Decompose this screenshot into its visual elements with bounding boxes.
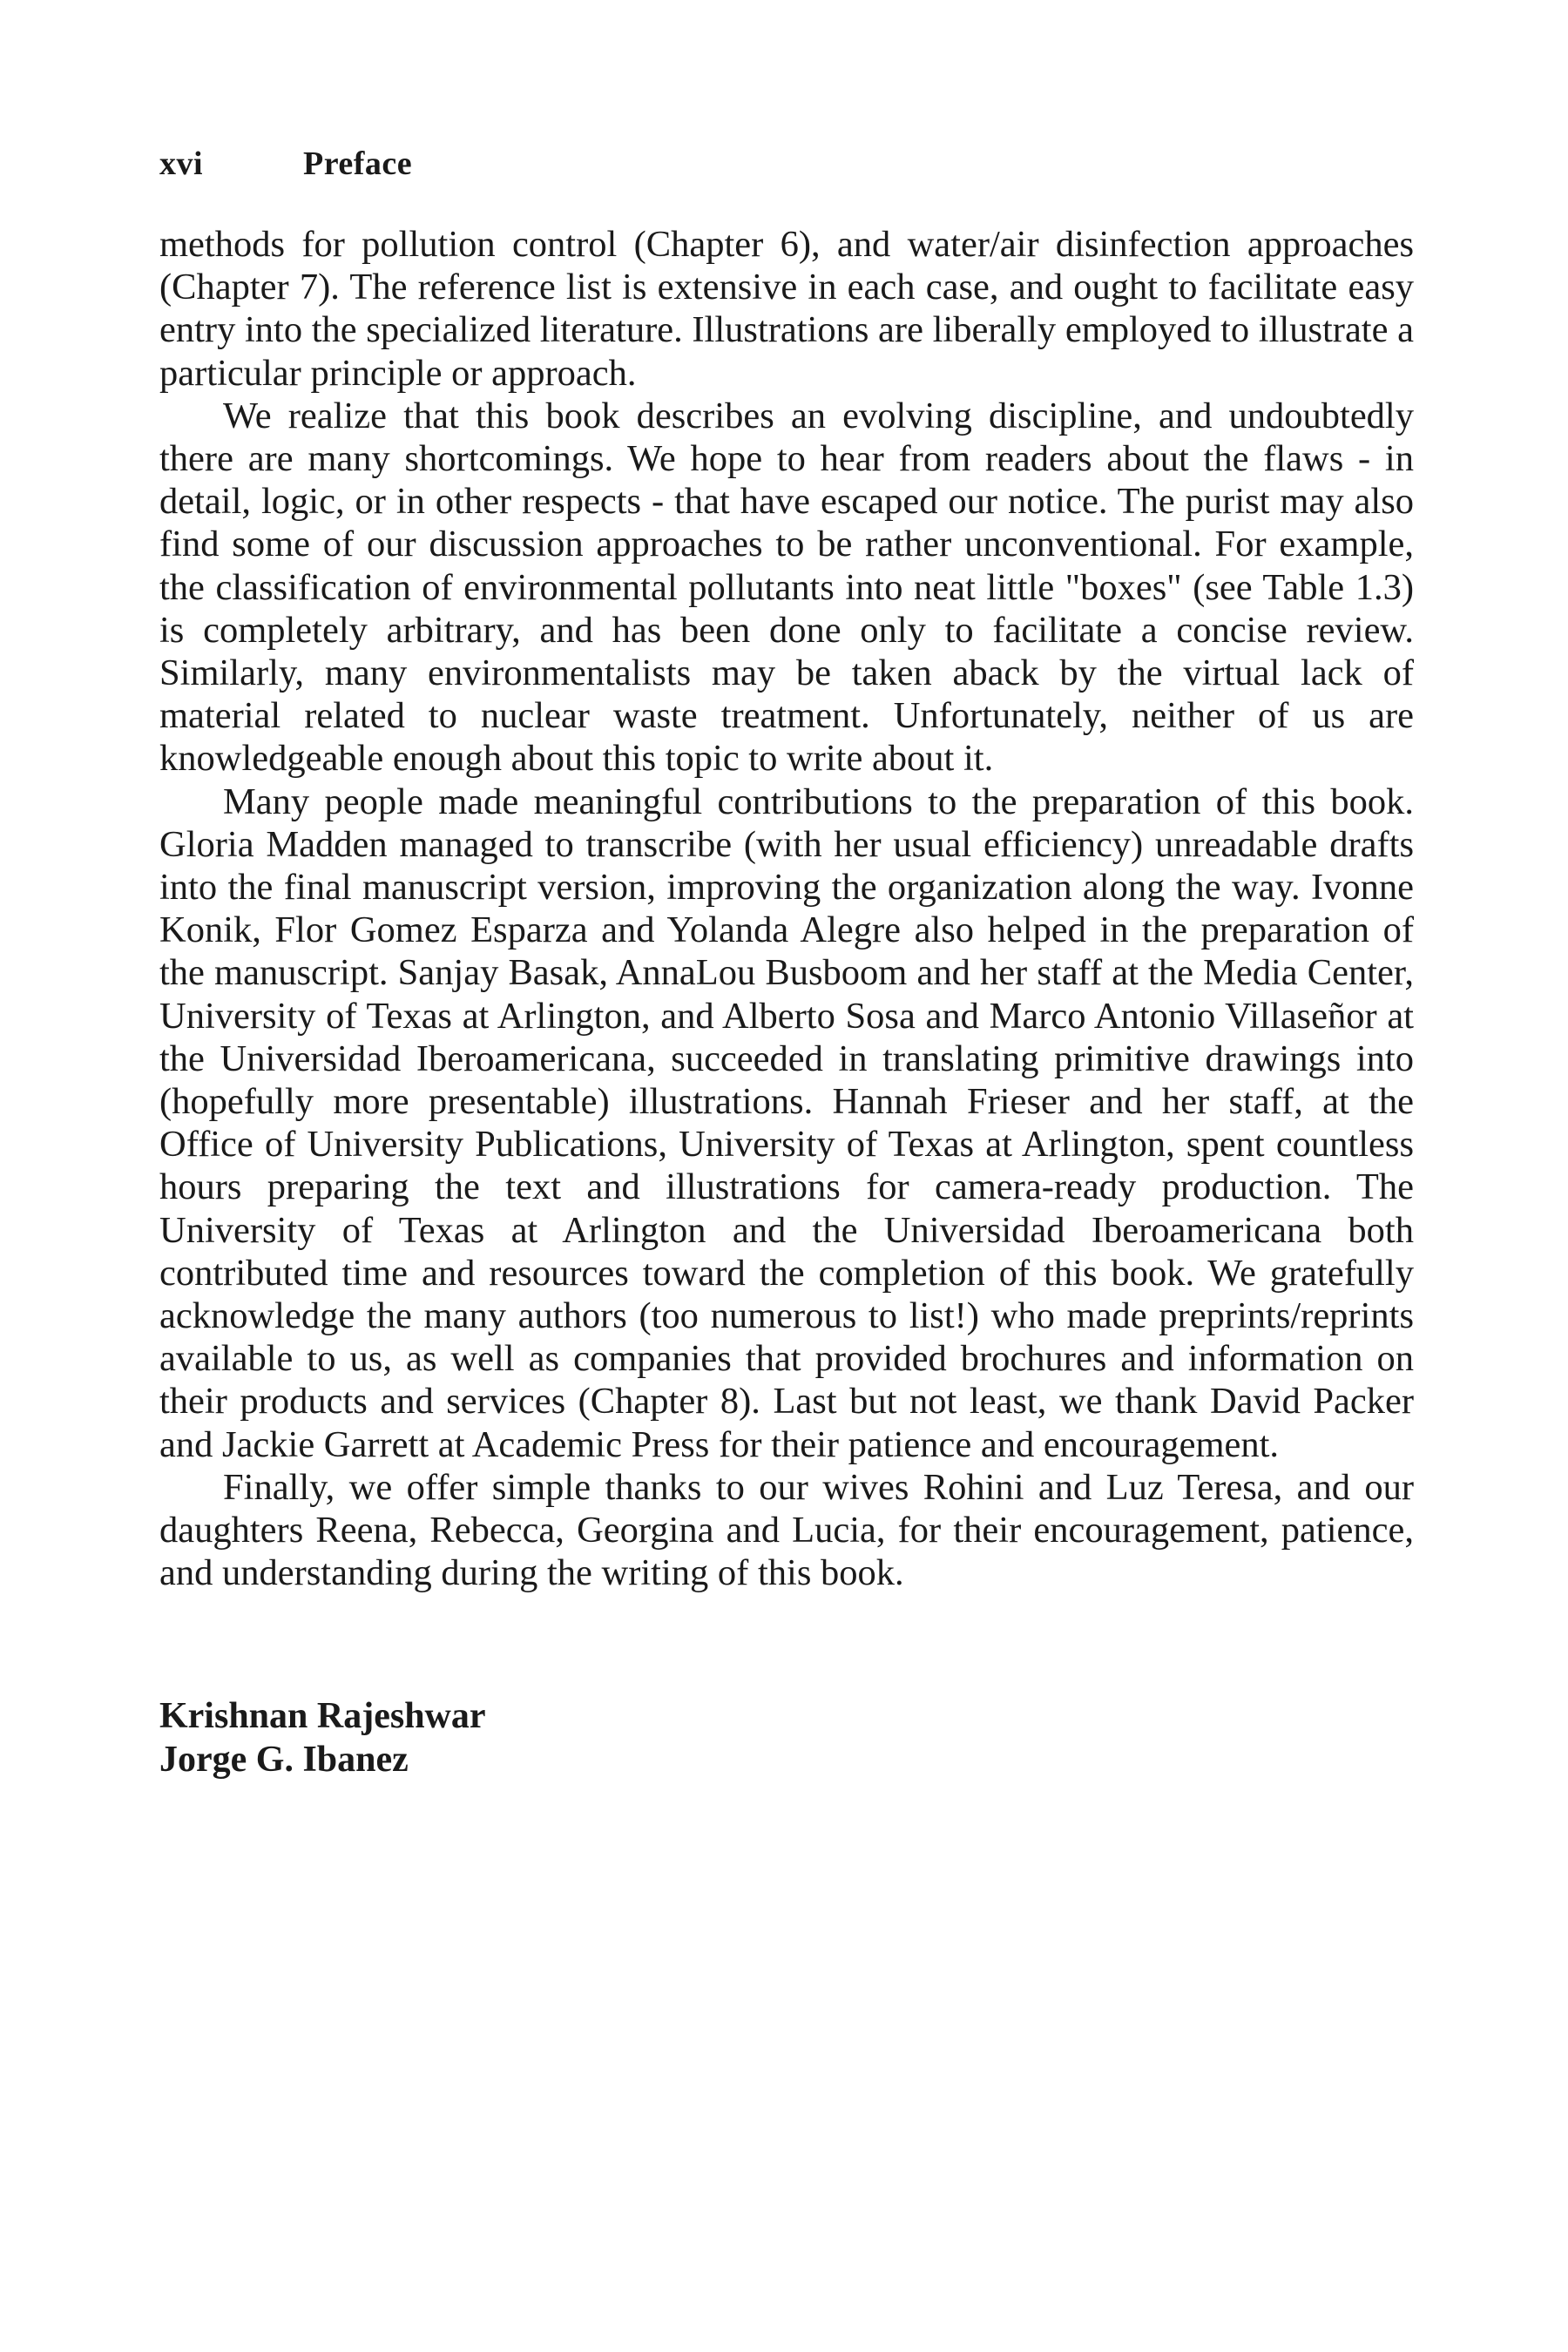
author-name: Krishnan Rajeshwar	[159, 1696, 486, 1736]
paragraph-family-thanks: Finally, we offer simple thanks to our wives Rohini and Luz Teresa, and our daughters Reena, Rebecca, Georgina and Lucia, for their encouragement, patience, and understanding during the writing of this book.	[159, 1466, 1414, 1594]
author-signature-block	[159, 1694, 486, 1781]
paragraph-shortcomings: We realize that this book describes an evolving discipline, and undoubtedly there are many shortcomings. We hope to hear from readers about the flaws - in detail, logic, or in other respects - that have escaped our notice. The purist may also find some of our discussion approaches to be rather unconventional. For example, the classification of environmental pollutants into neat little "boxes" (see Table 1.3) is completely arbitrary, and has been done only to facilitate a concise review. Similarly, many environmentalists may be taken aback by the virtual lack of material related to nuclear waste treatment. Unfortunately, neither of us are knowledgeable enough about this topic to write about it.	[159, 395, 1414, 780]
running-head	[159, 145, 412, 183]
paragraph-continued: methods for pollution control (Chapter 6), and water/air disinfection approaches (Chapter 7). The reference list is extensive in each case, and ought to facilitate easy entry into the specialized literature. Illustrations are liberally employed to illustrate a particular principle or approach.	[159, 224, 1414, 394]
running-head-title: Preface	[303, 145, 413, 182]
body-text	[159, 223, 1414, 1595]
paragraph-acknowledgements: Many people made meaningful contributions to the preparation of this book. Gloria Madden managed to transcribe (with her usual efficiency) unreadable drafts into the final manuscript version, improving the organization along the way. Ivonne Konik, Flor Gomez Esparza and Yolanda Alegre also helped in the preparation of the manuscript. Sanjay Basak, AnnaLou Busboom and her staff at the Media Center, University of Texas at Arlington, and Alberto Sosa and Marco Antonio Villaseñor at the Universidad Iberoamericana, succeeded in translating primitive drawings into (hopefully more presentable) illustrations. Hannah Frieser and her staff, at the Office of University Publications, University of Texas at Arlington, spent countless hours preparing the text and illustrations for camera-ready production. The University of Texas at Arlington and the Universidad Iberoamericana both contributed time and resources toward the completion of this book. We gratefully acknowledge the many authors (too numerous to list!) who made preprints/reprints available to us, as well as companies that provided brochures and information on their products and services (Chapter 8). Last but not least, we thank David Packer and Jackie Garrett at Academic Press for their patience and encouragement.	[159, 781, 1414, 1465]
page-number: xvi	[159, 145, 204, 182]
author-name: Jorge G. Ibanez	[159, 1740, 409, 1780]
